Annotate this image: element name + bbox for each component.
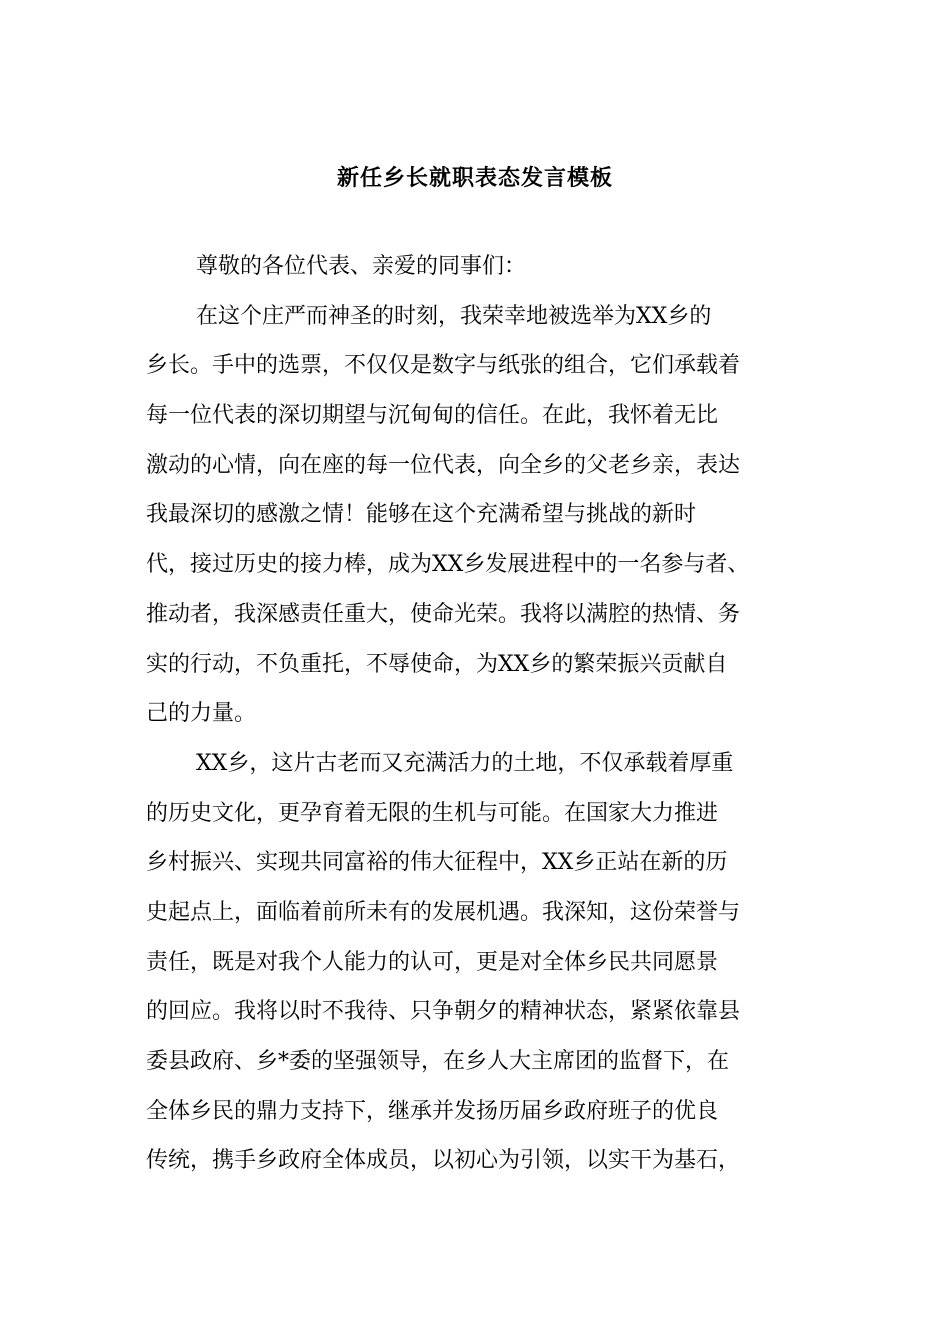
body-line: 委县政府、乡*委的坚强领导，在乡人大主席团的监督下，在 (146, 1049, 730, 1074)
body-line: 的历史文化，更孕育着无限的生机与可能。在国家大力推进 (146, 800, 719, 826)
body-line: 推动者，我深感责任重大，使命光荣。我将以满腔的热情、务 (146, 601, 741, 627)
body-line: 代，接过历史的接力棒，成为XX乡发展进程中的一名参与者、 (146, 552, 750, 578)
body-line: 乡村振兴、实现共同富裕的伟大征程中，XX乡正站在新的历 (146, 850, 728, 876)
body-line: 我最深切的感激之情！能够在这个充满希望与挑战的新时 (146, 502, 697, 528)
body-line: 在这个庄严而神圣的时刻，我荣幸地被选举为XX乡的 (196, 303, 712, 329)
body-line: 传统，携手乡政府全体成员，以初心为引领，以实干为基石， (146, 1148, 741, 1174)
body-line: 史起点上，面临着前所未有的发展机遇。我深知，这份荣誉与 (146, 899, 741, 925)
body-line: 的回应。我将以时不我待、只争朝夕的精神状态，紧紧依靠县 (146, 999, 741, 1025)
body-line: 全体乡民的鼎力支持下，继承并发扬历届乡政府班子的优良 (146, 1098, 719, 1124)
body-line: 激动的心情，向在座的每一位代表，向全乡的父老乡亲，表达 (146, 452, 741, 478)
body-line: XX乡，这片古老而又充满活力的土地，不仅承载着厚重 (196, 750, 734, 776)
document-body (146, 242, 826, 1186)
body-line: 实的行动，不负重托，不辱使命，为XX乡的繁荣振兴贡献自 (146, 651, 728, 677)
body-line: 尊敬的各位代表、亲爱的同事们： (196, 254, 527, 279)
body-line: 每一位代表的深切期望与沉甸甸的信任。在此，我怀着无比 (146, 403, 719, 429)
body-line: 责任，既是对我个人能力的认可，更是对全体乡民共同愿景 (146, 949, 719, 975)
document-title: 新任乡长就职表态发言模板 (336, 165, 613, 191)
body-line: 乡长。手中的选票，不仅仅是数字与纸张的组合，它们承载着 (146, 353, 741, 379)
body-line: 己的力量。 (146, 701, 257, 727)
